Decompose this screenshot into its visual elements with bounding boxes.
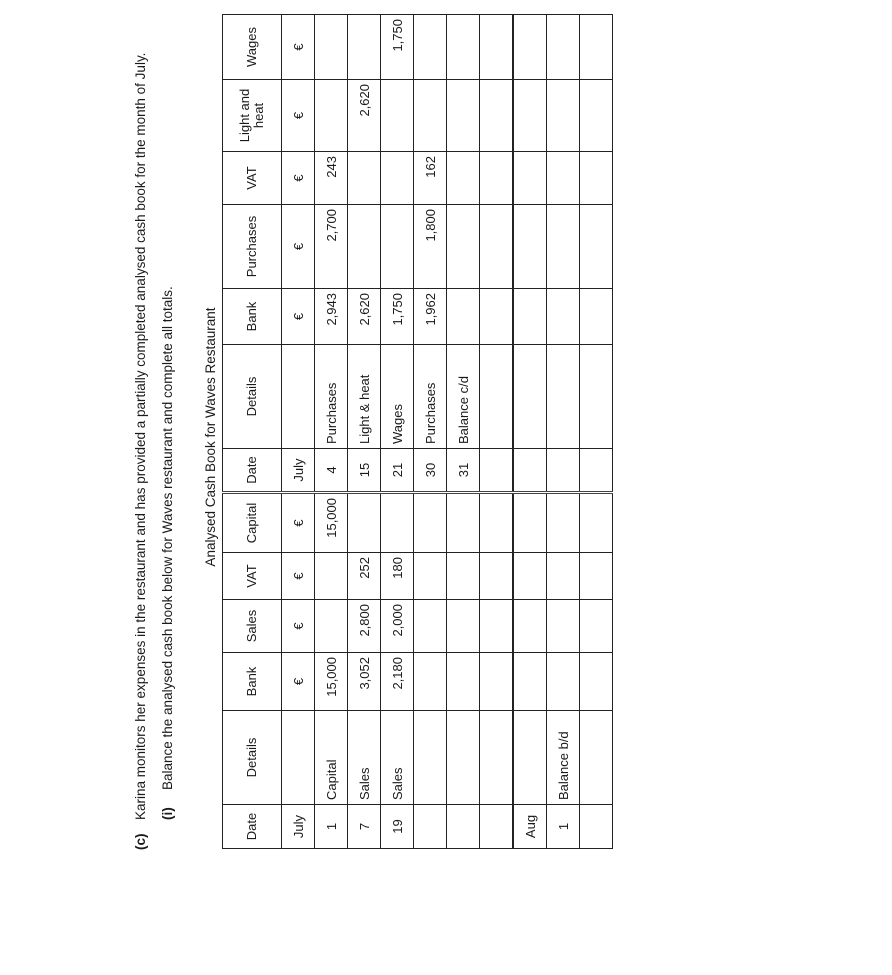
table-cell[interactable] [315,80,348,152]
table-cell[interactable] [580,345,613,449]
table-cell[interactable]: € [282,80,315,152]
table-cell[interactable] [513,553,547,600]
table-cell[interactable] [547,449,580,493]
table-cell[interactable] [547,653,580,711]
table-cell[interactable] [580,493,613,553]
table-cell[interactable] [447,600,480,653]
table-cell[interactable] [480,289,514,345]
table-cell[interactable]: 15,000 [315,653,348,711]
table-cell[interactable] [315,553,348,600]
table-cell[interactable] [580,80,613,152]
table-cell[interactable] [381,205,414,289]
table-cell[interactable]: Balance b/d [547,711,580,805]
table-cell[interactable]: Sales [348,711,381,805]
table-cell[interactable] [513,345,547,449]
table-cell[interactable] [513,205,547,289]
table-cell[interactable] [547,80,580,152]
table-cell[interactable]: 162 [414,152,447,205]
table-cell[interactable]: 180 [381,553,414,600]
table-cell[interactable]: Aug [513,805,547,849]
table-cell[interactable] [447,205,480,289]
table-cell[interactable]: 252 [348,553,381,600]
table-cell[interactable] [513,15,547,80]
table-cell[interactable] [447,152,480,205]
table-cell[interactable]: 15 [348,449,381,493]
table-cell[interactable] [480,205,514,289]
table-cell[interactable]: 2,700 [315,205,348,289]
column-header: VAT [223,152,282,205]
table-cell[interactable] [414,805,447,849]
table-cell[interactable]: € [282,653,315,711]
table-cell[interactable]: 2,620 [348,80,381,152]
table-cell[interactable]: 2,943 [315,289,348,345]
table-row [315,15,348,849]
question-c [133,53,148,850]
table-cell[interactable] [513,493,547,553]
table-row [381,15,414,849]
analysed-cash-book-table [222,14,613,849]
table-cell[interactable] [480,711,514,805]
table-cell[interactable] [480,553,514,600]
table-cell[interactable] [580,553,613,600]
table-cell[interactable] [447,805,480,849]
table-cell[interactable]: 4 [315,449,348,493]
table-cell[interactable] [447,553,480,600]
table-cell[interactable] [414,600,447,653]
table-cell[interactable]: 1,962 [414,289,447,345]
table-cell[interactable]: 243 [315,152,348,205]
table-cell[interactable]: 7 [348,805,381,849]
column-header: Bank [223,653,282,711]
column-header: Light and heat [223,80,282,152]
table-cell[interactable] [547,345,580,449]
table-cell[interactable] [447,653,480,711]
table-cell[interactable] [547,493,580,553]
column-header: VAT [223,553,282,600]
table-cell[interactable] [282,345,315,449]
table-cell[interactable]: 1,750 [381,289,414,345]
table-cell[interactable] [547,15,580,80]
table-cell[interactable] [315,600,348,653]
table-cell[interactable] [414,653,447,711]
column-header: Sales [223,600,282,653]
table-cell[interactable] [580,805,613,849]
table-cell[interactable]: € [282,205,315,289]
table-cell[interactable] [447,289,480,345]
table-cell[interactable] [348,15,381,80]
table-cell[interactable] [580,289,613,345]
table-cell[interactable] [513,289,547,345]
table-cell[interactable] [447,80,480,152]
table-cell[interactable] [580,205,613,289]
table-title: Analysed Cash Book for Waves Restaurant [203,307,218,567]
table-cell[interactable]: € [282,493,315,553]
table-cell[interactable] [348,205,381,289]
table-cell[interactable] [348,493,381,553]
table-cell[interactable] [480,345,514,449]
column-header: Bank [223,289,282,345]
table-cell[interactable] [480,600,514,653]
column-header: Date [223,449,282,493]
table-cell[interactable] [513,80,547,152]
table-cell[interactable]: Sales [381,711,414,805]
table-cell[interactable] [513,449,547,493]
table-cell[interactable]: 31 [447,449,480,493]
table-cell[interactable]: 3,052 [348,653,381,711]
table-cell[interactable]: 1,800 [414,205,447,289]
table-cell[interactable] [447,493,480,553]
table-cell[interactable]: 1 [315,805,348,849]
question-i-text: Balance the analysed cash book below for Waves restaurant and complete all totals. [160,286,175,790]
table-cell[interactable]: Light & heat [348,345,381,449]
column-header: Wages [223,15,282,80]
table-cell[interactable] [315,15,348,80]
table-cell[interactable]: Wages [381,345,414,449]
column-header: Purchases [223,205,282,289]
question-i [160,286,175,850]
table-cell[interactable]: 2,000 [381,600,414,653]
table-cell[interactable]: Capital [315,711,348,805]
question-c-text: Karina monitors her expenses in the restaurant and has provided a partially completed analysed cash book for the month of July. [133,52,148,820]
table-row [282,15,315,849]
table-cell[interactable] [580,152,613,205]
table-row [580,15,613,849]
table-cell[interactable] [480,653,514,711]
table-cell[interactable] [480,15,514,80]
table-cell[interactable]: € [282,553,315,600]
table-cell[interactable]: Purchases [414,345,447,449]
question-c-label: (c) [133,833,148,850]
table-cell[interactable] [480,493,514,553]
table-row [513,15,547,849]
table-cell[interactable] [414,80,447,152]
table-row [348,15,381,849]
column-header: Date [223,805,282,849]
table-cell[interactable] [480,80,514,152]
table-cell[interactable]: Balance c/d [447,345,480,449]
table-cell[interactable] [282,711,315,805]
table-cell[interactable] [547,205,580,289]
table-cell[interactable] [348,152,381,205]
table-cell[interactable] [447,711,480,805]
table-row [480,15,514,849]
table-cell[interactable]: € [282,600,315,653]
column-header: Details [223,345,282,449]
table-row [414,15,447,849]
table-cell[interactable] [513,152,547,205]
table-row [547,15,580,849]
table-cell[interactable] [513,711,547,805]
column-header: Details [223,711,282,805]
table-cell[interactable] [480,805,514,849]
table-cell[interactable] [580,711,613,805]
table-cell[interactable] [580,600,613,653]
table-cell[interactable] [414,553,447,600]
table-cell[interactable]: 1 [547,805,580,849]
table-cell[interactable] [580,449,613,493]
table-cell[interactable] [513,653,547,711]
table-cell[interactable]: Purchases [315,345,348,449]
table-header-row [223,15,282,849]
table-cell[interactable] [447,15,480,80]
question-i-label: (i) [160,807,175,820]
table-cell[interactable]: € [282,15,315,80]
table-cell[interactable] [414,493,447,553]
table-cell[interactable] [513,600,547,653]
table-cell[interactable] [547,289,580,345]
table-cell[interactable]: July [282,449,315,493]
table-cell[interactable] [580,653,613,711]
table-cell[interactable]: 21 [381,449,414,493]
table-cell[interactable] [547,152,580,205]
table-cell[interactable] [547,553,580,600]
table-cell[interactable]: 30 [414,449,447,493]
table-cell[interactable] [381,493,414,553]
table-cell[interactable] [580,15,613,80]
table-cell[interactable]: € [282,289,315,345]
table-cell[interactable] [480,152,514,205]
table-cell[interactable] [480,449,514,493]
table-cell[interactable]: July [282,805,315,849]
column-header: Capital [223,493,282,553]
table-cell[interactable]: € [282,152,315,205]
table-cell[interactable] [414,15,447,80]
table-cell[interactable]: 2,620 [348,289,381,345]
table-cell[interactable]: 2,800 [348,600,381,653]
table-cell[interactable] [547,600,580,653]
table-row [447,15,480,849]
table-cell[interactable]: 15,000 [315,493,348,553]
table-cell[interactable]: 2,180 [381,653,414,711]
table-cell[interactable] [414,711,447,805]
table-cell[interactable]: 1,750 [381,15,414,80]
table-cell[interactable] [381,80,414,152]
table-cell[interactable]: 19 [381,805,414,849]
table-cell[interactable] [381,152,414,205]
